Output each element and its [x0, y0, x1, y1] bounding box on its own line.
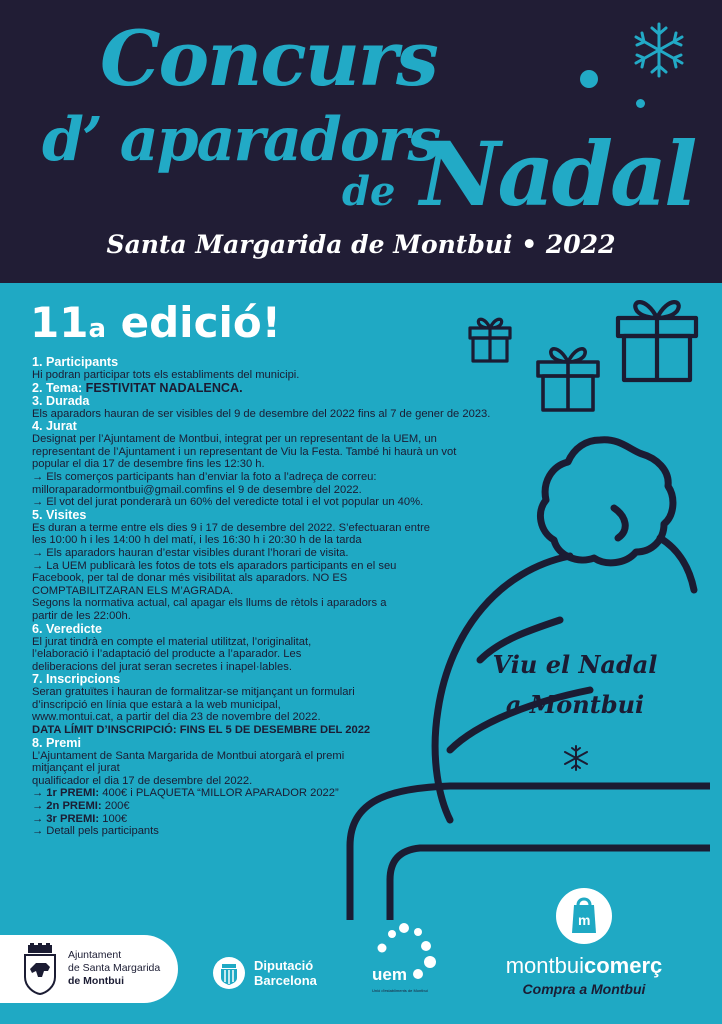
text-line: → Els aparadors hauran d’estar visibles durant l’horari de visita. [32, 546, 349, 559]
ajuntament-line2: de Santa Margarida [68, 962, 161, 974]
crest-icon [22, 943, 58, 995]
text-line: → Detall pels participants [32, 825, 159, 838]
theme-highlight: FESTIVITAT NADALENCA. [85, 380, 243, 395]
subtitle: Santa Margarida de Montbui • 2022 [106, 230, 616, 259]
text-line: popular el dia 17 de desembre fins les 12:30 h. [32, 458, 265, 471]
uem-name: uem [372, 965, 407, 984]
montbuicomerc-logo [484, 885, 684, 997]
title-aparadors: d’ aparadors [42, 105, 440, 175]
text-line: Facebook, per tal de donar més visibilitat als aparadors. NO ES [32, 572, 348, 585]
ajuntament-logo [0, 935, 178, 1003]
text-line: deliberacions del jurat seran secretes i inapel·lables. [32, 660, 292, 673]
snowflake-small-icon [562, 744, 590, 772]
title-concurs: Concurs [100, 14, 437, 103]
text-line: Designat per l’Ajuntament de Montbui, integrat per un representant de la UEM, un [32, 433, 437, 446]
text-line: d’inscripció en línia que estarà a la web municipal, [32, 698, 281, 711]
prize-line [32, 787, 532, 800]
prize-value: 100€ [99, 812, 128, 825]
prize-arrow: → [32, 787, 47, 800]
prize-value: 200€ [101, 800, 130, 813]
diputacio-logo [212, 956, 317, 994]
text-line: les 10:00 h i les 14:00 h del matí, i les 16:30 h i 20:30 h de la tarda [32, 534, 362, 547]
diputacio-name [254, 958, 317, 988]
text-line: Hi podran participar tots els establiments del municipi. [32, 369, 300, 381]
gift-icon [612, 288, 702, 384]
edition-number: 11 [30, 298, 89, 347]
prize-arrow: → [32, 800, 47, 813]
section-heading: 3. Durada [32, 393, 90, 408]
section-heading: 6. Veredicte [32, 621, 103, 636]
slogan-line2: a Montbui [505, 690, 645, 719]
slogan-line1: Viu el Nadal [492, 650, 658, 679]
prize-label: 2n PREMI: [46, 800, 102, 813]
text-line: El jurat tindrà en compte el material utilitzat, l’originalitat, [32, 635, 312, 648]
text-line: Els aparadors hauran de ser visibles del 9 de desembre del 2022 fins al 7 de gener de 2023. [32, 407, 491, 420]
text-line: l’elaboració i l’adaptació del producte a l’aparador. Les [32, 648, 302, 661]
edition-suffix: a [88, 314, 106, 344]
gift-icon [533, 338, 603, 414]
section-heading [32, 382, 532, 395]
text-line: → Els comerços participants han d’enviar la foto a l’adreça de correu: [32, 470, 377, 483]
diputacio-line1: Diputació [254, 958, 314, 973]
title-de: de [342, 168, 396, 215]
ajuntament-name [68, 949, 160, 988]
text-line: www.montui.cat, a partir del dia 23 de novembre del 2022. [32, 711, 321, 724]
diputacio-line2: Barcelona [254, 973, 317, 988]
text-line: Segons la normativa actual, cal apagar els llums de rètols i aparadors a [32, 597, 387, 610]
text-line: Seran gratuïtes i hauran de formalitzar-se mitjançant un formulari [32, 686, 355, 699]
edition-heading [30, 298, 281, 347]
decor-dot-large [580, 70, 598, 88]
name-light: montbui [505, 953, 584, 978]
section-heading: 1. Participants [32, 355, 119, 369]
section-heading-label: 2. Tema: [32, 380, 86, 395]
uem-logo [370, 920, 450, 1000]
ajuntament-line1: Ajuntament [68, 949, 122, 961]
rules-text [32, 356, 532, 838]
prize-value: 400€ i PLAQUETA “MILLOR APARADOR 2022” [99, 787, 339, 800]
edition-label: edició! [106, 298, 281, 347]
snowflake-icon [630, 20, 688, 80]
text-line: partir de les 22:00h. [32, 609, 131, 622]
shopping-bag-icon [556, 885, 612, 947]
svg-text:m: m [578, 912, 591, 928]
text-line: L’Ajuntament de Santa Margarida de Montbui atorgarà el premi [32, 749, 345, 762]
text-line: COMPTABILITZARAN ELS M’AGRADA. [32, 584, 234, 597]
prize-label: 3r PREMI: [46, 812, 100, 825]
deadline-text: DATA LÍMIT D’INSCRIPCIÓ: FINS EL 5 DE DESEMBRE DEL 2022 [32, 724, 371, 737]
prize-line [32, 800, 532, 813]
section-heading: 4. Jurat [32, 419, 77, 434]
header-banner [0, 0, 722, 283]
prize-arrow: → [32, 812, 47, 825]
ajuntament-line3: de Montbui [68, 975, 124, 987]
prize-label: 1r PREMI: [46, 787, 100, 800]
text-line: milloraparadormontbui@gmail.comfins el 9 de desembre del 2022. [32, 483, 362, 496]
text-line: Es duran a terme entre els dies 9 i 17 de desembre del 2022. S’efectuaran entre [32, 521, 431, 534]
text-line: qualificador el dia 17 de desembre del 2022. [32, 774, 253, 787]
text-line: → El vot del jurat ponderarà un 60% del veredicte total i el vot popular un 40%. [32, 496, 424, 509]
montbuicomerc-name [484, 953, 684, 979]
section-heading: 5. Visites [32, 507, 87, 522]
montbuicomerc-tagline: Compra a Montbui [522, 981, 646, 997]
title-nadal: Nadal [420, 122, 695, 226]
uem-caption: Unió d'establiments de Montbui [372, 988, 428, 993]
text-line: mitjançant el jurat [32, 762, 120, 775]
diputacio-emblem-icon [212, 956, 246, 990]
text-line: representant de l’Ajuntament i un representant de Viu la Festa. També hi haurà un vot [32, 445, 457, 458]
section-heading: 7. Inscripcions [32, 672, 121, 687]
prize-line [32, 813, 532, 826]
name-bold: comerç [584, 953, 663, 978]
decor-dot-small [636, 99, 645, 108]
text-line: → La UEM publicarà les fotos de tots els aparadors participants en el seu [32, 559, 397, 572]
uem-dots-icon [370, 920, 450, 996]
section-heading: 8. Premi [32, 735, 82, 750]
